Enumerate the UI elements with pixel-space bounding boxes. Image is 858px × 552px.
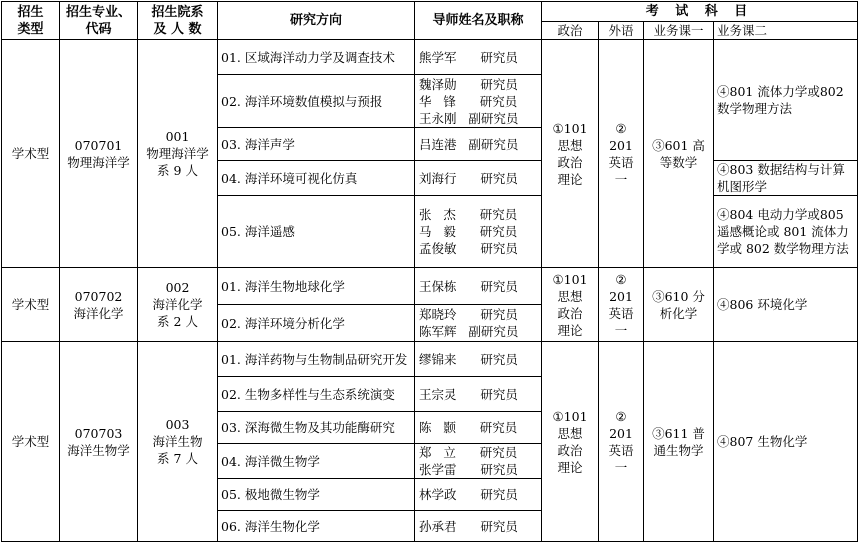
table-row-tutor: 熊学军 研究员 bbox=[415, 40, 542, 75]
table-row-direction: 05. 极地微生物学 bbox=[218, 479, 415, 511]
group2-course2: ④806 环境化学 bbox=[714, 268, 858, 342]
table-row-tutor: 王保栋 研究员 bbox=[415, 268, 542, 305]
table-row-tutor: 刘海行 研究员 bbox=[415, 161, 542, 196]
table-row-tutor: 缪锦来 研究员 bbox=[415, 342, 542, 377]
major-name: 海洋化学 bbox=[73, 305, 124, 321]
group1-major bbox=[60, 40, 138, 268]
header-dept: 招生院系 及 人 数 bbox=[138, 2, 218, 40]
group1-course2-a: ④801 流体力学或802 数学物理方法 bbox=[714, 40, 858, 161]
header-course1: 业务课一 bbox=[644, 22, 714, 40]
group1-language: ② 201 英语 一 bbox=[599, 40, 644, 268]
group2-type: 学术型 bbox=[2, 268, 60, 342]
table-row-direction: 06. 海洋生物化学 bbox=[218, 511, 415, 542]
table-row-tutor: 张 杰 研究员 马 毅 研究员 孟俊敏 研究员 bbox=[415, 196, 542, 268]
group1-type: 学术型 bbox=[2, 40, 60, 268]
table-row-direction: 04. 海洋环境可视化仿真 bbox=[218, 161, 415, 196]
header-politics: 政治 bbox=[542, 22, 599, 40]
group1-course1: ③601 高 等数学 bbox=[644, 40, 714, 268]
group3-course1: ③611 普 通生物学 bbox=[644, 342, 714, 542]
group2-politics: ①101 思想 政治 理论 bbox=[542, 268, 599, 342]
header-type: 招生 类型 bbox=[2, 2, 60, 40]
enrollment-table bbox=[1, 1, 858, 542]
group1-course2-c: ④804 电动力学或805 遥感概论或 801 流体力学或 802 数学物理方法 bbox=[714, 196, 858, 268]
dept-code: 002 bbox=[165, 280, 190, 295]
table-row-direction: 01. 海洋生物地球化学 bbox=[218, 268, 415, 305]
table-row-direction: 02. 海洋环境数值模拟与预报 bbox=[218, 75, 415, 128]
group3-politics: ①101 思想 政治 理论 bbox=[542, 342, 599, 542]
table-row-direction: 03. 海洋声学 bbox=[218, 128, 415, 161]
dept-count: 系 7 人 bbox=[157, 451, 198, 466]
dept-name: 海洋生物 bbox=[152, 434, 203, 449]
major-code: 070702 bbox=[74, 288, 123, 304]
table-row-tutor: 王宗灵 研究员 bbox=[415, 377, 542, 412]
header-language: 外语 bbox=[599, 22, 644, 40]
header-tutor: 导师姓名及职称 bbox=[415, 2, 542, 40]
major-code: 070701 bbox=[74, 137, 123, 153]
dept-count: 系 2 人 bbox=[157, 314, 198, 329]
dept-code: 001 bbox=[165, 129, 190, 144]
major-name: 海洋生物学 bbox=[67, 442, 130, 458]
header-direction: 研究方向 bbox=[218, 2, 415, 40]
table-row-direction: 01. 区域海洋动力学及调查技术 bbox=[218, 40, 415, 75]
table-row-tutor: 魏泽勋 研究员 华 锋 研究员 王永刚 副研究员 bbox=[415, 75, 542, 128]
table-row-direction: 02. 海洋环境分析化学 bbox=[218, 305, 415, 342]
table-row-direction: 03. 深海微生物及其功能酶研究 bbox=[218, 412, 415, 444]
table-row-direction: 01. 海洋药物与生物制品研究开发 bbox=[218, 342, 415, 377]
group3-major bbox=[60, 342, 138, 542]
dept-code: 003 bbox=[165, 417, 190, 432]
group3-type: 学术型 bbox=[2, 342, 60, 542]
table-row-tutor: 郑 立 研究员 张学雷 研究员 bbox=[415, 444, 542, 479]
group3-dept bbox=[138, 342, 218, 542]
table-row-direction: 05. 海洋遥感 bbox=[218, 196, 415, 268]
table-row-tutor: 孙承君 研究员 bbox=[415, 511, 542, 542]
major-code: 070703 bbox=[74, 425, 123, 441]
group2-dept bbox=[138, 268, 218, 342]
dept-name: 海洋化学 bbox=[152, 297, 203, 312]
group1-dept bbox=[138, 40, 218, 268]
table-row-direction: 04. 海洋微生物学 bbox=[218, 444, 415, 479]
header-exam: 考 试 科 目 bbox=[542, 2, 858, 22]
table-row-tutor: 吕连港 副研究员 bbox=[415, 128, 542, 161]
table-row-tutor: 郑晓玲 研究员 陈军辉 副研究员 bbox=[415, 305, 542, 342]
dept-name: 物理海洋学 bbox=[146, 146, 209, 161]
table-row-direction: 02. 生物多样性与生态系统演变 bbox=[218, 377, 415, 412]
group2-language: ② 201 英语 一 bbox=[599, 268, 644, 342]
table-row-tutor: 陈 颢 研究员 bbox=[415, 412, 542, 444]
group3-course2: ④807 生物化学 bbox=[714, 342, 858, 542]
table-row-tutor: 林学政 研究员 bbox=[415, 479, 542, 511]
header-course2: 业务课二 bbox=[714, 22, 858, 40]
major-name: 物理海洋学 bbox=[67, 154, 130, 170]
group1-politics: ①101 思想 政治 理论 bbox=[542, 40, 599, 268]
group2-course1: ③610 分 析化学 bbox=[644, 268, 714, 342]
group1-course2-b: ④803 数据结构与计算机图形学 bbox=[714, 161, 858, 196]
header-major: 招生专业、 代码 bbox=[60, 2, 138, 40]
dept-count: 系 9 人 bbox=[157, 163, 198, 178]
group3-language: ② 201 英语 一 bbox=[599, 342, 644, 542]
group2-major bbox=[60, 268, 138, 342]
